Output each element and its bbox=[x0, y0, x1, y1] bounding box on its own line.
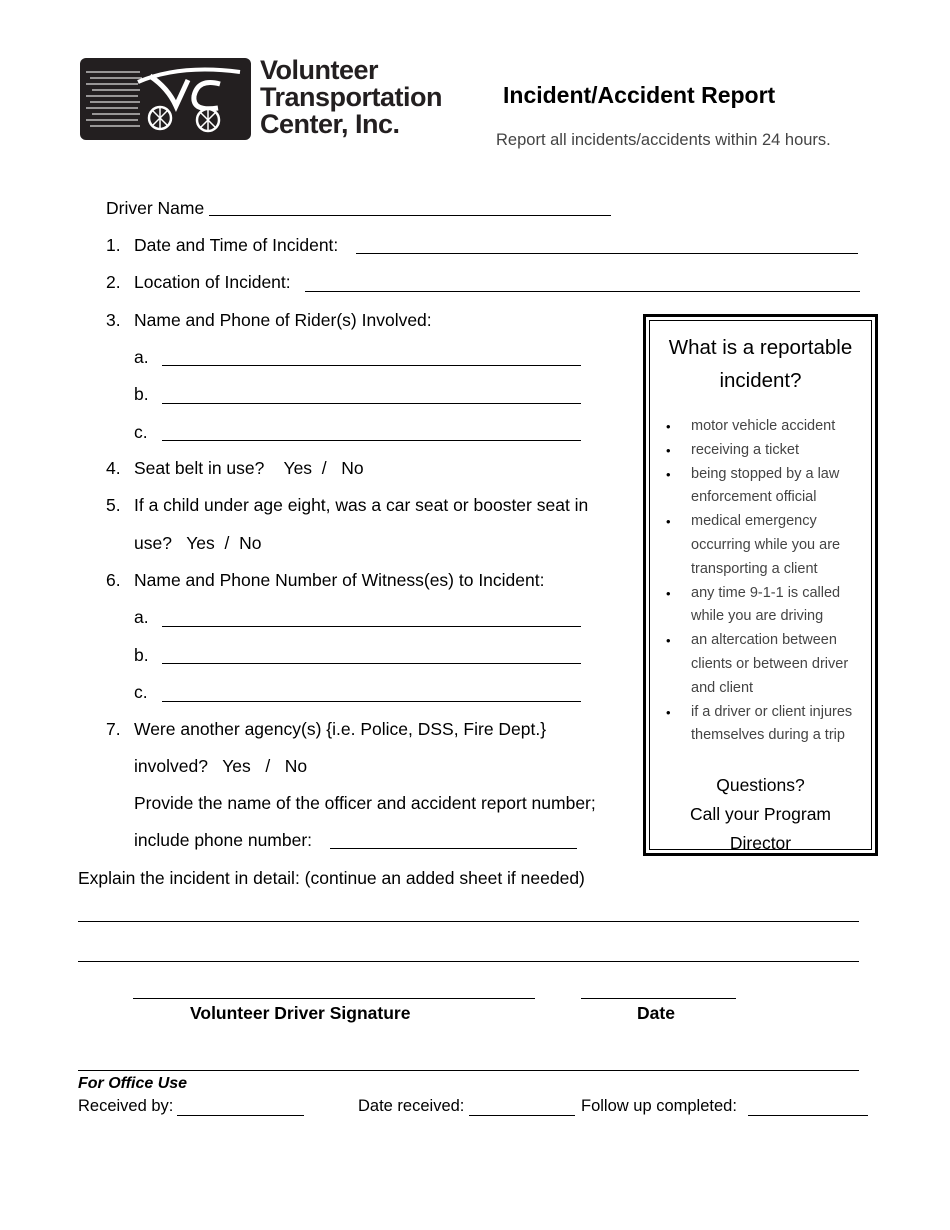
logo-line: Transportation bbox=[260, 82, 443, 112]
question-agency-line1: Were another agency(s) {i.e. Police, DSS, Fire Dept.} bbox=[134, 719, 547, 739]
list-item: • if a driver or client injures themselves during a trip bbox=[666, 701, 866, 749]
received-by-label: Received by: bbox=[78, 1097, 174, 1115]
explain-line-2[interactable] bbox=[78, 961, 859, 962]
rider-b-field[interactable] bbox=[162, 403, 581, 404]
question-car-seat-line2[interactable]: use? Yes / No bbox=[134, 533, 262, 553]
signature-field[interactable] bbox=[133, 998, 535, 999]
page-subtitle: Report all incidents/accidents within 24 hours. bbox=[496, 131, 831, 149]
follow-up-field[interactable] bbox=[748, 1115, 868, 1116]
date-received-label: Date received: bbox=[358, 1097, 465, 1115]
explain-line-1[interactable] bbox=[78, 921, 859, 922]
question-agency-line4: include phone number: bbox=[134, 830, 313, 850]
question-number: 2. bbox=[106, 272, 121, 292]
question-number: 3. bbox=[106, 310, 121, 330]
question-location-label: Location of Incident: bbox=[134, 272, 291, 292]
question-car-seat-line1: If a child under age eight, was a car seat or booster seat in bbox=[134, 495, 589, 515]
follow-up-label: Follow up completed: bbox=[581, 1097, 737, 1115]
question-agency-line2[interactable]: involved? Yes / No bbox=[134, 756, 308, 776]
date-time-field[interactable] bbox=[356, 253, 858, 254]
question-number: 5. bbox=[106, 495, 121, 515]
received-by-field[interactable] bbox=[177, 1115, 304, 1116]
reportable-incident-box bbox=[643, 314, 878, 856]
phone-number-field[interactable] bbox=[330, 848, 577, 849]
list-item: • any time 9-1-1 is called while you are driving bbox=[666, 582, 866, 630]
question-number: 6. bbox=[106, 570, 121, 590]
logo-wagon-icon bbox=[80, 58, 251, 140]
question-seat-belt[interactable]: Seat belt in use? Yes / No bbox=[134, 458, 364, 478]
driver-name-label: Driver Name bbox=[106, 198, 205, 218]
reportable-incident-list bbox=[666, 415, 866, 748]
question-number: 1. bbox=[106, 235, 121, 255]
title-line: incident? bbox=[719, 369, 802, 392]
questions-line: Director bbox=[729, 833, 792, 853]
question-agency-line3: Provide the name of the officer and accident report number; bbox=[134, 793, 596, 813]
list-item: • being stopped by a law enforcement official bbox=[666, 463, 866, 511]
question-witnesses-label: Name and Phone Number of Witness(es) to Incident: bbox=[134, 570, 545, 590]
office-use-heading: For Office Use bbox=[78, 1075, 188, 1092]
office-divider bbox=[78, 1070, 859, 1071]
logo-line: Center, Inc. bbox=[260, 109, 400, 139]
question-number: 4. bbox=[106, 458, 121, 478]
question-riders-label: Name and Phone of Rider(s) Involved: bbox=[134, 310, 432, 330]
question-date-time-label: Date and Time of Incident: bbox=[134, 235, 339, 255]
driver-name-field[interactable] bbox=[209, 215, 611, 216]
list-item: • medical emergency occurring while you are transporting a client bbox=[666, 510, 866, 581]
list-item: • an altercation between clients or between driver and client bbox=[666, 629, 866, 700]
title-line: What is a reportable bbox=[668, 336, 853, 359]
date-received-field[interactable] bbox=[469, 1115, 575, 1116]
sub-item-label: b. bbox=[134, 645, 149, 665]
sub-item-label: c. bbox=[134, 682, 148, 702]
list-item: • receiving a ticket bbox=[666, 439, 866, 463]
witness-a-field[interactable] bbox=[162, 626, 581, 627]
signature-label: Volunteer Driver Signature bbox=[190, 1003, 411, 1023]
reportable-incident-title bbox=[650, 331, 871, 397]
logo-line: Volunteer bbox=[260, 55, 379, 85]
signature-date-field[interactable] bbox=[581, 998, 736, 999]
witness-b-field[interactable] bbox=[162, 663, 581, 664]
location-field[interactable] bbox=[305, 291, 860, 292]
logo-wordmark bbox=[260, 57, 442, 138]
sub-item-label: a. bbox=[134, 347, 149, 367]
logo-emblem bbox=[80, 58, 251, 140]
questions-line: Questions? bbox=[716, 775, 805, 795]
sub-item-label: b. bbox=[134, 384, 149, 404]
explain-label: Explain the incident in detail: (continue an added sheet if needed) bbox=[78, 868, 585, 888]
sub-item-label: c. bbox=[134, 422, 148, 442]
reportable-incident-inner-border bbox=[649, 320, 872, 853]
question-number: 7. bbox=[106, 719, 121, 739]
sub-item-label: a. bbox=[134, 607, 149, 627]
questions-line: Call your Program bbox=[689, 804, 832, 824]
rider-a-field[interactable] bbox=[162, 365, 581, 366]
list-item: • motor vehicle accident bbox=[666, 415, 866, 439]
rider-c-field[interactable] bbox=[162, 440, 581, 441]
questions-contact bbox=[650, 771, 871, 858]
page-title: Incident/Accident Report bbox=[503, 82, 776, 108]
date-label: Date bbox=[637, 1003, 675, 1023]
witness-c-field[interactable] bbox=[162, 701, 581, 702]
